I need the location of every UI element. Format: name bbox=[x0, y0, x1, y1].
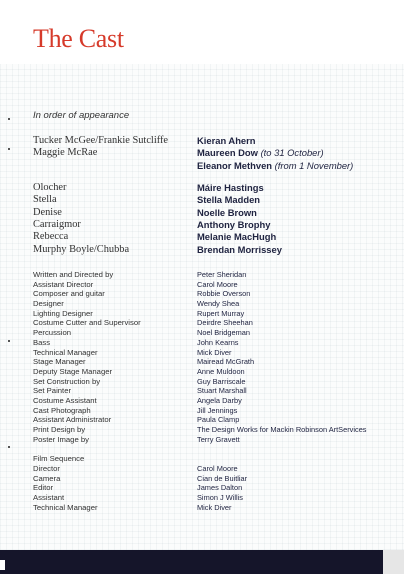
film-sequence-heading: Film Sequence bbox=[33, 454, 85, 464]
cast-actor bbox=[197, 231, 276, 243]
cast-row bbox=[33, 244, 403, 256]
crew-row bbox=[33, 377, 403, 387]
cast-list bbox=[33, 135, 403, 256]
crew-name: Simon J Willis bbox=[197, 493, 243, 503]
crew-name: Deirdre Sheehan bbox=[197, 318, 253, 328]
actor-name: Stella Madden bbox=[197, 194, 261, 206]
film-sequence-heading-row bbox=[33, 454, 403, 464]
crew-name: Mairead McGrath bbox=[197, 357, 255, 367]
crew-job: Cast Photograph bbox=[33, 405, 91, 415]
page-tab bbox=[0, 560, 5, 570]
crew-row bbox=[33, 270, 403, 280]
crew-row bbox=[33, 406, 403, 416]
crew-name: James Dalton bbox=[197, 483, 243, 493]
cast-role: Stella bbox=[33, 194, 57, 206]
crew-row bbox=[33, 503, 403, 513]
actor-name: Máire Hastings bbox=[197, 181, 264, 193]
cast-actor bbox=[197, 147, 324, 159]
crew-row bbox=[33, 483, 403, 493]
crew-name: Wendy Shea bbox=[197, 299, 240, 309]
crew-row bbox=[33, 338, 403, 348]
cast-actor bbox=[197, 182, 264, 194]
cast-actor bbox=[197, 135, 256, 147]
crew-row bbox=[33, 367, 403, 377]
crew-job: Deputy Stage Manager bbox=[33, 366, 113, 376]
cast-role: Denise bbox=[33, 206, 62, 218]
crew-job: Assistant bbox=[33, 493, 65, 503]
crew-job: Assistant Administrator bbox=[33, 415, 112, 425]
crew-name: Mick Diver bbox=[197, 502, 232, 512]
crew-job: Designer bbox=[33, 299, 64, 309]
cast-actor bbox=[197, 194, 260, 206]
crew-row bbox=[33, 309, 403, 319]
crew-row bbox=[33, 318, 403, 328]
crew-job: Editor bbox=[33, 483, 54, 493]
cast-role: Carraigmor bbox=[33, 218, 81, 230]
crew-row bbox=[33, 348, 403, 358]
cast-role: Maggie McRae bbox=[33, 147, 98, 159]
crew-job: Percussion bbox=[33, 328, 72, 338]
crew-job: Stage Manager bbox=[33, 357, 86, 367]
crew-row bbox=[33, 464, 403, 474]
crew-name: Mick Diver bbox=[197, 347, 232, 357]
crew-name: Noel Bridgeman bbox=[197, 328, 250, 338]
crew-job: Assistant Director bbox=[33, 279, 94, 289]
crew-name: Angela Darby bbox=[197, 395, 242, 405]
crew-job: Technical Manager bbox=[33, 502, 98, 512]
crew-name: Rupert Murray bbox=[197, 308, 245, 318]
cast-row bbox=[33, 160, 403, 172]
actor-name: Eleanor Methven bbox=[197, 159, 273, 171]
cast-role: Rebecca bbox=[33, 231, 69, 243]
appearance-note: In order of appearance bbox=[33, 110, 130, 121]
cast-role: Murphy Boyle/Chubba bbox=[33, 243, 130, 255]
crew-name: Guy Barriscale bbox=[197, 376, 246, 386]
crew-job: Costume Assistant bbox=[33, 395, 97, 405]
cast-role: Tucker McGee/Frankie Sutcliffe bbox=[33, 135, 169, 146]
cast-role: Olocher bbox=[33, 181, 67, 193]
crew-row bbox=[33, 386, 403, 396]
actor-name: Melanie MacHugh bbox=[197, 231, 277, 243]
cast-row bbox=[33, 194, 403, 206]
actor-name: Noelle Brown bbox=[197, 206, 257, 218]
crew-job: Lighting Designer bbox=[33, 308, 93, 318]
cast-row bbox=[33, 135, 403, 147]
margin-mark bbox=[8, 118, 10, 120]
crew-row bbox=[33, 415, 403, 425]
cast-row bbox=[33, 231, 403, 243]
crew-row bbox=[33, 357, 403, 367]
crew-list bbox=[33, 270, 403, 513]
crew-job: Print Design by bbox=[33, 425, 86, 434]
page-title: The Cast bbox=[33, 24, 124, 53]
actor-name: Brendan Morrissey bbox=[197, 243, 282, 255]
crew-job: Technical Manager bbox=[33, 347, 98, 357]
crew-name: Stuart Marshall bbox=[197, 386, 247, 396]
cast-row bbox=[33, 147, 403, 159]
crew-job: Set Construction by bbox=[33, 376, 101, 386]
crew-job: Written and Directed by bbox=[33, 270, 114, 279]
crew-row bbox=[33, 328, 403, 338]
margin-mark bbox=[8, 446, 10, 448]
cast-date-note: (to 31 October) bbox=[260, 147, 324, 159]
cast-actor bbox=[197, 244, 282, 256]
cast-actor bbox=[197, 207, 257, 219]
crew-name: The Design Works for Mackin Robinson ArtServices bbox=[197, 425, 367, 434]
crew-job: Set Painter bbox=[33, 386, 72, 396]
crew-row bbox=[33, 435, 403, 445]
cast-actor bbox=[197, 160, 353, 172]
actor-name: Maureen Dow bbox=[197, 147, 258, 159]
crew-row bbox=[33, 396, 403, 406]
crew-name: Jill Jennings bbox=[197, 405, 238, 415]
cast-row bbox=[33, 219, 403, 231]
cast-date-note: (from 1 November) bbox=[274, 159, 354, 171]
crew-job: Composer and guitar bbox=[33, 289, 105, 299]
crew-name: Robbie Overson bbox=[197, 289, 251, 299]
crew-name: Cian de Buitliar bbox=[197, 473, 248, 483]
crew-job: Costume Cutter and Supervisor bbox=[33, 318, 141, 328]
crew-job: Director bbox=[33, 464, 60, 474]
crew-name: Carol Moore bbox=[197, 279, 238, 289]
actor-name: Kieran Ahern bbox=[197, 135, 256, 146]
cast-row bbox=[33, 207, 403, 219]
margin-mark bbox=[8, 148, 10, 150]
page-corner bbox=[383, 550, 404, 574]
crew-row bbox=[33, 299, 403, 309]
cast-row bbox=[33, 182, 403, 194]
page-bottom-edge bbox=[0, 550, 404, 574]
margin-mark bbox=[8, 340, 10, 342]
crew-name: John Kearns bbox=[197, 337, 239, 347]
crew-job: Poster Image by bbox=[33, 434, 89, 444]
crew-row bbox=[33, 474, 403, 484]
crew-job: Camera bbox=[33, 473, 61, 483]
crew-row bbox=[33, 280, 403, 290]
crew-name: Peter Sheridan bbox=[197, 270, 247, 279]
crew-name: Paula Clamp bbox=[197, 415, 240, 425]
cast-actor bbox=[197, 219, 270, 231]
crew-name: Carol Moore bbox=[197, 464, 238, 474]
crew-row bbox=[33, 425, 403, 435]
crew-name: Terry Gravett bbox=[197, 434, 240, 444]
crew-row bbox=[33, 493, 403, 503]
actor-name: Anthony Brophy bbox=[197, 218, 271, 230]
crew-job: Bass bbox=[33, 337, 51, 347]
crew-row bbox=[33, 289, 403, 299]
crew-name: Anne Muldoon bbox=[197, 366, 245, 376]
